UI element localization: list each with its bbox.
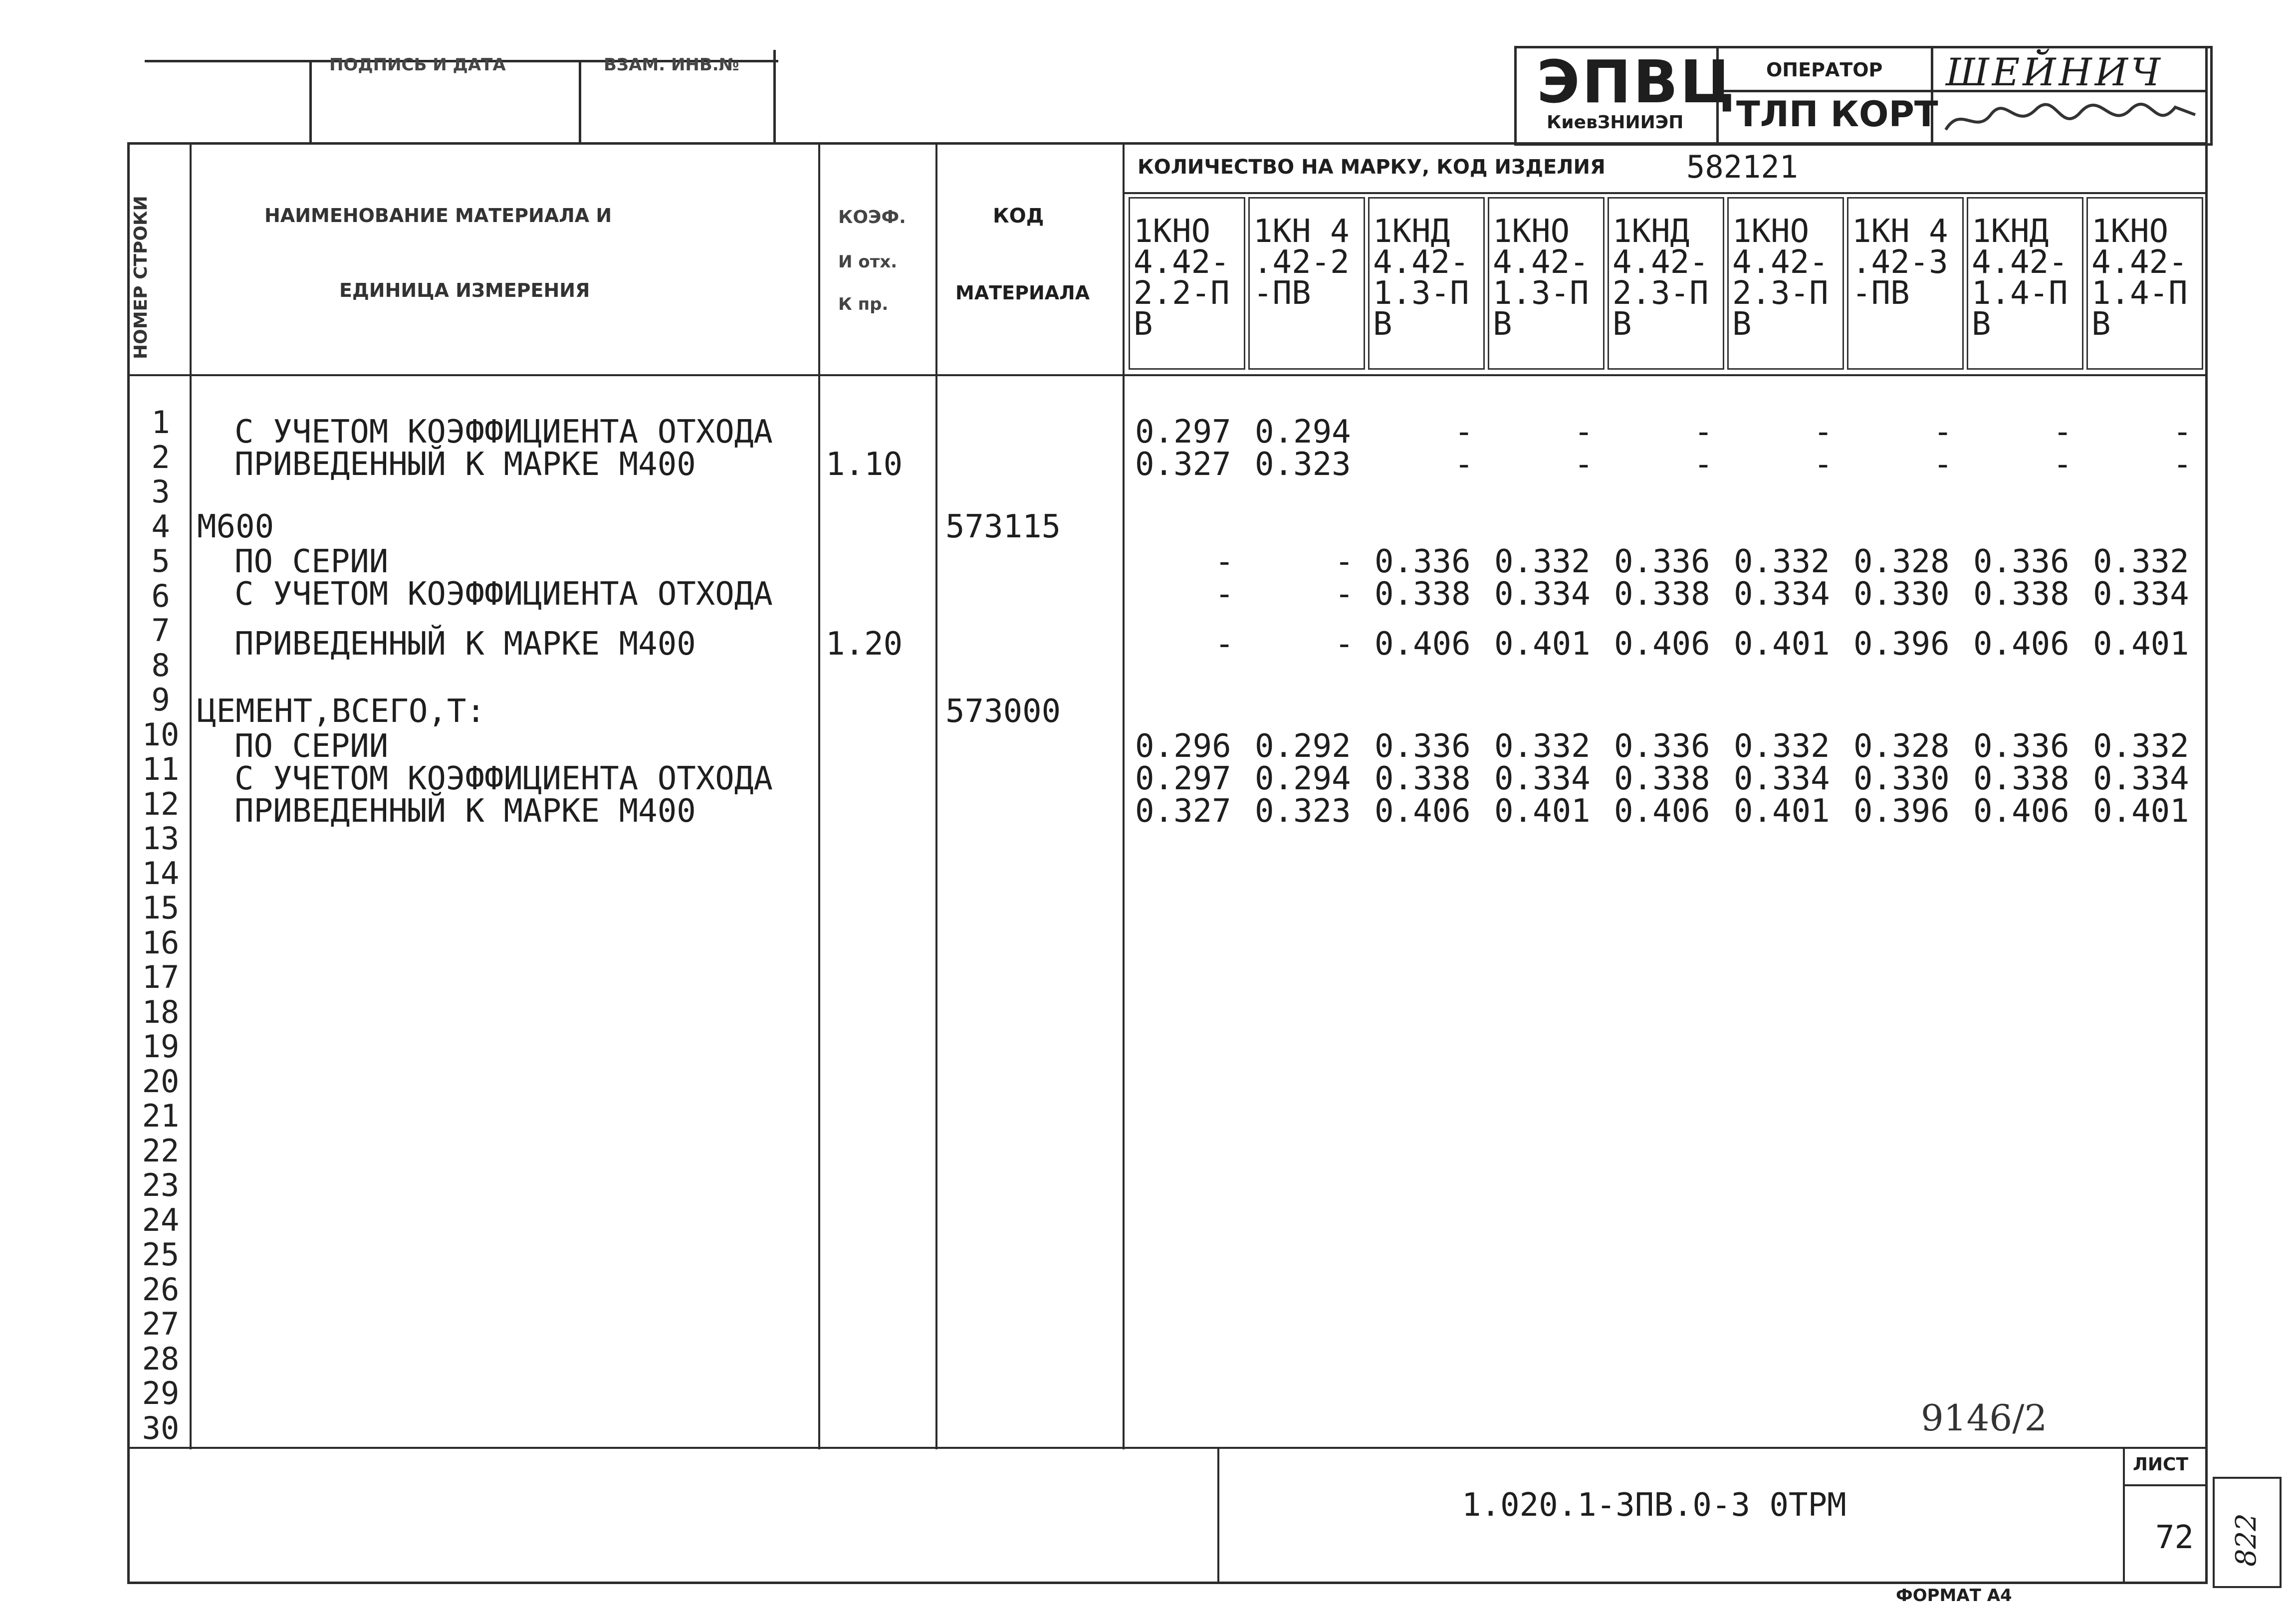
quantity-value: 0.406: [1614, 626, 1710, 663]
row-number: 26: [142, 1271, 180, 1308]
sheet-label: ЛИСТ: [2133, 1454, 2189, 1475]
product-col-3-line-4: В: [1373, 306, 1392, 343]
quantity-value: -: [1335, 543, 1354, 580]
product-col-5-line-1: 1КНД: [1612, 213, 1690, 250]
material-header-line1: НАИМЕНОВАНИЕ МАТЕРИАЛА И: [264, 205, 612, 227]
quantity-value: 0.332: [2093, 543, 2189, 580]
coefficient: 1.20: [826, 626, 903, 663]
row-number: 3: [151, 473, 170, 510]
product-col-5-line-2: 4.42-: [1612, 244, 1709, 281]
product-col-1-line-3: 2.2-П: [1134, 275, 1230, 312]
row-number: 9: [151, 682, 170, 718]
coef-header-line2: И отх.: [838, 252, 898, 272]
code-header-line2: МАТЕРИАЛА: [955, 282, 1090, 304]
quantity-value: 0.327: [1135, 793, 1231, 830]
product-col-9-line-2: 4.42-: [2091, 244, 2188, 281]
sheet-number: 72: [2155, 1519, 2194, 1556]
row-number: 30: [142, 1409, 180, 1446]
product-code: 582121: [1686, 149, 1798, 185]
product-col-2-line-2: .42-2: [1253, 244, 1350, 281]
quantity-value: -: [1933, 414, 1953, 451]
row-number: 8: [151, 647, 170, 684]
quantity-value: 0.401: [2093, 793, 2189, 830]
code-header-line1: КОД: [993, 205, 1044, 228]
quantity-value: 0.332: [1734, 543, 1830, 580]
row-number: 2: [151, 439, 170, 475]
row-number: 11: [142, 751, 180, 787]
quantity-header: КОЛИЧЕСТВО НА МАРКУ, КОД ИЗДЕЛИЯ: [1138, 156, 1606, 179]
quantity-value: 0.332: [1494, 728, 1591, 765]
quantity-value: 0.327: [1135, 446, 1231, 483]
signature-icon: [1941, 95, 2200, 140]
operator-label: ОПЕРАТОР: [1766, 59, 1883, 81]
footer-divider: [1217, 1447, 1219, 1582]
material-name: ПРИВЕДЕННЫЙ К МАРКЕ М400: [234, 446, 696, 483]
quantity-value: -: [2173, 414, 2192, 451]
row-number: 27: [142, 1306, 180, 1342]
top-stamp-divider: [309, 60, 312, 142]
side-number: 822: [2230, 1513, 2263, 1567]
row-number: 5: [151, 543, 170, 579]
quantity-value: 0.336: [1973, 728, 2069, 765]
quantity-value: 0.406: [1973, 793, 2069, 830]
product-col-6-line-2: 4.42-: [1732, 244, 1829, 281]
quantity-value: 0.330: [1853, 760, 1950, 797]
material-code: 573115: [945, 508, 1061, 545]
quantity-value: 0.401: [2093, 626, 2189, 663]
product-col-8-line-4: В: [1972, 306, 1991, 343]
quantity-value: 0.334: [2093, 760, 2189, 797]
product-col-6-line-1: 1КНО: [1732, 213, 1810, 250]
row-number: 1: [151, 404, 170, 441]
quantity-value: 0.338: [1614, 760, 1710, 797]
quantity-value: 0.396: [1853, 626, 1950, 663]
quantity-value: 0.332: [2093, 728, 2189, 765]
product-col-9-line-4: В: [2091, 306, 2111, 343]
quantity-value: 0.338: [1375, 576, 1471, 613]
material-code: 573000: [945, 693, 1061, 730]
product-col-7-line-2: .42-3: [1852, 244, 1948, 281]
format-label: ФОРМАТ А4: [1896, 1586, 2012, 1606]
quantity-value: 0.332: [1494, 543, 1591, 580]
top-stamp-divider: [773, 50, 776, 142]
row-number: 16: [142, 924, 180, 961]
quantity-value: 0.338: [1614, 576, 1710, 613]
top-stamp-divider: [579, 60, 581, 142]
product-col-5-line-3: 2.3-П: [1612, 275, 1709, 312]
quantity-value: 0.323: [1255, 793, 1351, 830]
operator-unit: ТЛП КОРТ: [1736, 94, 1938, 135]
row-number: 22: [142, 1132, 180, 1169]
quantity-value: 0.334: [1494, 760, 1591, 797]
quantity-value: 0.401: [1494, 626, 1591, 663]
coefficient: 1.10: [826, 446, 903, 483]
product-col-1-line-4: В: [1134, 306, 1153, 343]
row-number: 20: [142, 1063, 180, 1100]
quantity-value: -: [1454, 446, 1474, 483]
product-col-4-line-3: 1.3-П: [1493, 275, 1589, 312]
row-number: 12: [142, 785, 180, 822]
quantity-value: -: [1933, 446, 1953, 483]
header-bottom-line: [127, 374, 2208, 376]
footer-divider: [2123, 1447, 2125, 1582]
quantity-value: 0.292: [1255, 728, 1351, 765]
quantity-value: 0.296: [1135, 728, 1231, 765]
col-sep-code: [1123, 142, 1125, 1449]
quantity-value: 0.297: [1135, 414, 1231, 451]
quantity-value: 0.406: [1614, 793, 1710, 830]
row-number: 6: [151, 577, 170, 614]
row-number: 17: [142, 959, 180, 995]
material-name: ПО СЕРИИ: [234, 543, 389, 580]
footer-top-line: [127, 1447, 2208, 1449]
product-col-4-line-1: 1КНО: [1493, 213, 1570, 250]
product-col-3-line-2: 4.42-: [1373, 244, 1469, 281]
quantity-value: 0.338: [1375, 760, 1471, 797]
product-col-8-line-1: 1КНД: [1972, 213, 2049, 250]
product-col-6-line-3: 2.3-П: [1732, 275, 1829, 312]
quantity-value: 0.336: [1375, 543, 1471, 580]
col-sep-coef: [935, 142, 937, 1449]
quantity-value: -: [1574, 446, 1594, 483]
operator-name: ШЕЙНИЧ: [1946, 50, 2163, 94]
quantity-value: -: [2053, 414, 2072, 451]
table-top-border: [127, 142, 2208, 145]
quantity-value: -: [1814, 414, 1833, 451]
material-name: С УЧЕТОМ КОЭФФИЦИЕНТА ОТХОДА: [234, 760, 773, 797]
product-col-7-line-1: 1КН 4: [1852, 213, 1948, 250]
table-left-border: [127, 142, 130, 1584]
quantity-value: -: [1694, 414, 1713, 451]
quantity-value: 0.401: [1494, 793, 1591, 830]
quantity-value: -: [1215, 626, 1234, 663]
row-number: 19: [142, 1028, 180, 1065]
material-name: ПО СЕРИИ: [234, 728, 389, 765]
product-col-4-line-2: 4.42-: [1493, 244, 1589, 281]
quantity-value: 0.401: [1734, 793, 1830, 830]
quantity-value: 0.336: [1614, 728, 1710, 765]
row-number: 7: [151, 612, 170, 649]
row-number: 28: [142, 1340, 180, 1377]
product-col-3-line-1: 1КНД: [1373, 213, 1450, 250]
quantity-value: 0.328: [1853, 728, 1950, 765]
material-name: ЦЕМЕНТ,ВСЕГО,Т:: [197, 693, 485, 730]
quantity-value: -: [2053, 446, 2072, 483]
product-col-9-line-1: 1КНО: [2091, 213, 2169, 250]
quantity-value: 0.334: [1734, 760, 1830, 797]
product-col-1-line-1: 1КНО: [1134, 213, 1211, 250]
quantity-value: 0.328: [1853, 543, 1950, 580]
row-number-header: НОМЕР СТРОКИ: [131, 196, 151, 359]
quantity-value: 0.406: [1375, 793, 1471, 830]
signature-date-label: ПОДПИСЬ И ДАТА: [329, 55, 506, 75]
quantity-value: 0.294: [1255, 414, 1351, 451]
quantity-value: -: [1694, 446, 1713, 483]
coef-header-line3: К пр.: [838, 294, 889, 314]
row-number: 13: [142, 820, 180, 857]
quantity-value: 0.338: [1973, 576, 2069, 613]
row-number: 21: [142, 1098, 180, 1134]
quantity-value: -: [1574, 414, 1594, 451]
handwritten-number: 9146/2: [1921, 1397, 2048, 1439]
quantity-value: -: [1454, 414, 1474, 451]
product-col-7-line-3: -ПВ: [1852, 275, 1910, 312]
quantity-value: 0.338: [1973, 760, 2069, 797]
product-col-2-line-1: 1КН 4: [1253, 213, 1350, 250]
table-right-border: [2205, 46, 2208, 1584]
quantity-value: 0.297: [1135, 760, 1231, 797]
col-sep-name: [818, 142, 820, 1449]
quantity-value: 0.406: [1375, 626, 1471, 663]
table-bottom-border: [127, 1582, 2208, 1584]
product-col-8-line-2: 4.42-: [1972, 244, 2068, 281]
material-name: ПРИВЕДЕННЫЙ К МАРКЕ М400: [234, 626, 696, 663]
org-title: ЭПВЦ: [1537, 47, 1737, 116]
quantity-value: 0.334: [1494, 576, 1591, 613]
quantity-value: 0.294: [1255, 760, 1351, 797]
product-col-3-line-3: 1.3-П: [1373, 275, 1469, 312]
quantity-value: 0.334: [1734, 576, 1830, 613]
coef-header-line1: КОЭФ.: [838, 207, 906, 228]
row-number: 25: [142, 1236, 180, 1273]
product-col-1-line-2: 4.42-: [1134, 244, 1230, 281]
quantity-value: -: [1215, 576, 1234, 613]
material-header-line2: ЕДИНИЦА ИЗМЕРЕНИЯ: [339, 279, 590, 301]
col-sep-rownum: [190, 142, 192, 1449]
quantity-value: 0.330: [1853, 576, 1950, 613]
row-number: 18: [142, 993, 180, 1030]
quantity-value: 0.336: [1973, 543, 2069, 580]
row-number: 29: [142, 1375, 180, 1411]
quantity-value: 0.336: [1614, 543, 1710, 580]
org-subtitle: КиевЗНИИЭП: [1547, 112, 1684, 133]
document-code: 1.020.1-3ПВ.0-3 0ТРМ: [1462, 1487, 1846, 1524]
quantity-value: 0.334: [2093, 576, 2189, 613]
product-col-4-line-4: В: [1493, 306, 1512, 343]
product-col-6-line-4: В: [1732, 306, 1752, 343]
quantity-value: 0.396: [1853, 793, 1950, 830]
replacement-inv-label: ВЗАМ. ИНВ.№: [604, 55, 739, 75]
quantity-value: -: [1335, 576, 1354, 613]
quantity-value: 0.332: [1734, 728, 1830, 765]
product-col-2-line-3: -ПВ: [1253, 275, 1311, 312]
row-number: 15: [142, 890, 180, 926]
material-name: ПРИВЕДЕННЫЙ К МАРКЕ М400: [234, 793, 696, 830]
material-name: М600: [197, 508, 274, 545]
footer-divider: [2123, 1484, 2208, 1486]
quantity-value: -: [2173, 446, 2192, 483]
material-name: С УЧЕТОМ КОЭФФИЦИЕНТА ОТХОДА: [234, 576, 773, 613]
quantity-header-line: [1123, 192, 2208, 194]
quantity-value: -: [1335, 626, 1354, 663]
material-name: С УЧЕТОМ КОЭФФИЦИЕНТА ОТХОДА: [234, 414, 773, 451]
row-number: 14: [142, 855, 180, 892]
row-number: 4: [151, 508, 170, 545]
row-number: 10: [142, 716, 180, 753]
quantity-value: 0.323: [1255, 446, 1351, 483]
product-col-8-line-3: 1.4-П: [1972, 275, 2068, 312]
quantity-value: -: [1215, 543, 1234, 580]
quantity-value: -: [1814, 446, 1833, 483]
product-col-9-line-3: 1.4-П: [2091, 275, 2188, 312]
row-number: 24: [142, 1201, 180, 1238]
product-col-5-line-4: В: [1612, 306, 1632, 343]
row-number: 23: [142, 1167, 180, 1203]
quantity-value: 0.406: [1973, 626, 2069, 663]
quantity-value: 0.401: [1734, 626, 1830, 663]
quantity-value: 0.336: [1375, 728, 1471, 765]
